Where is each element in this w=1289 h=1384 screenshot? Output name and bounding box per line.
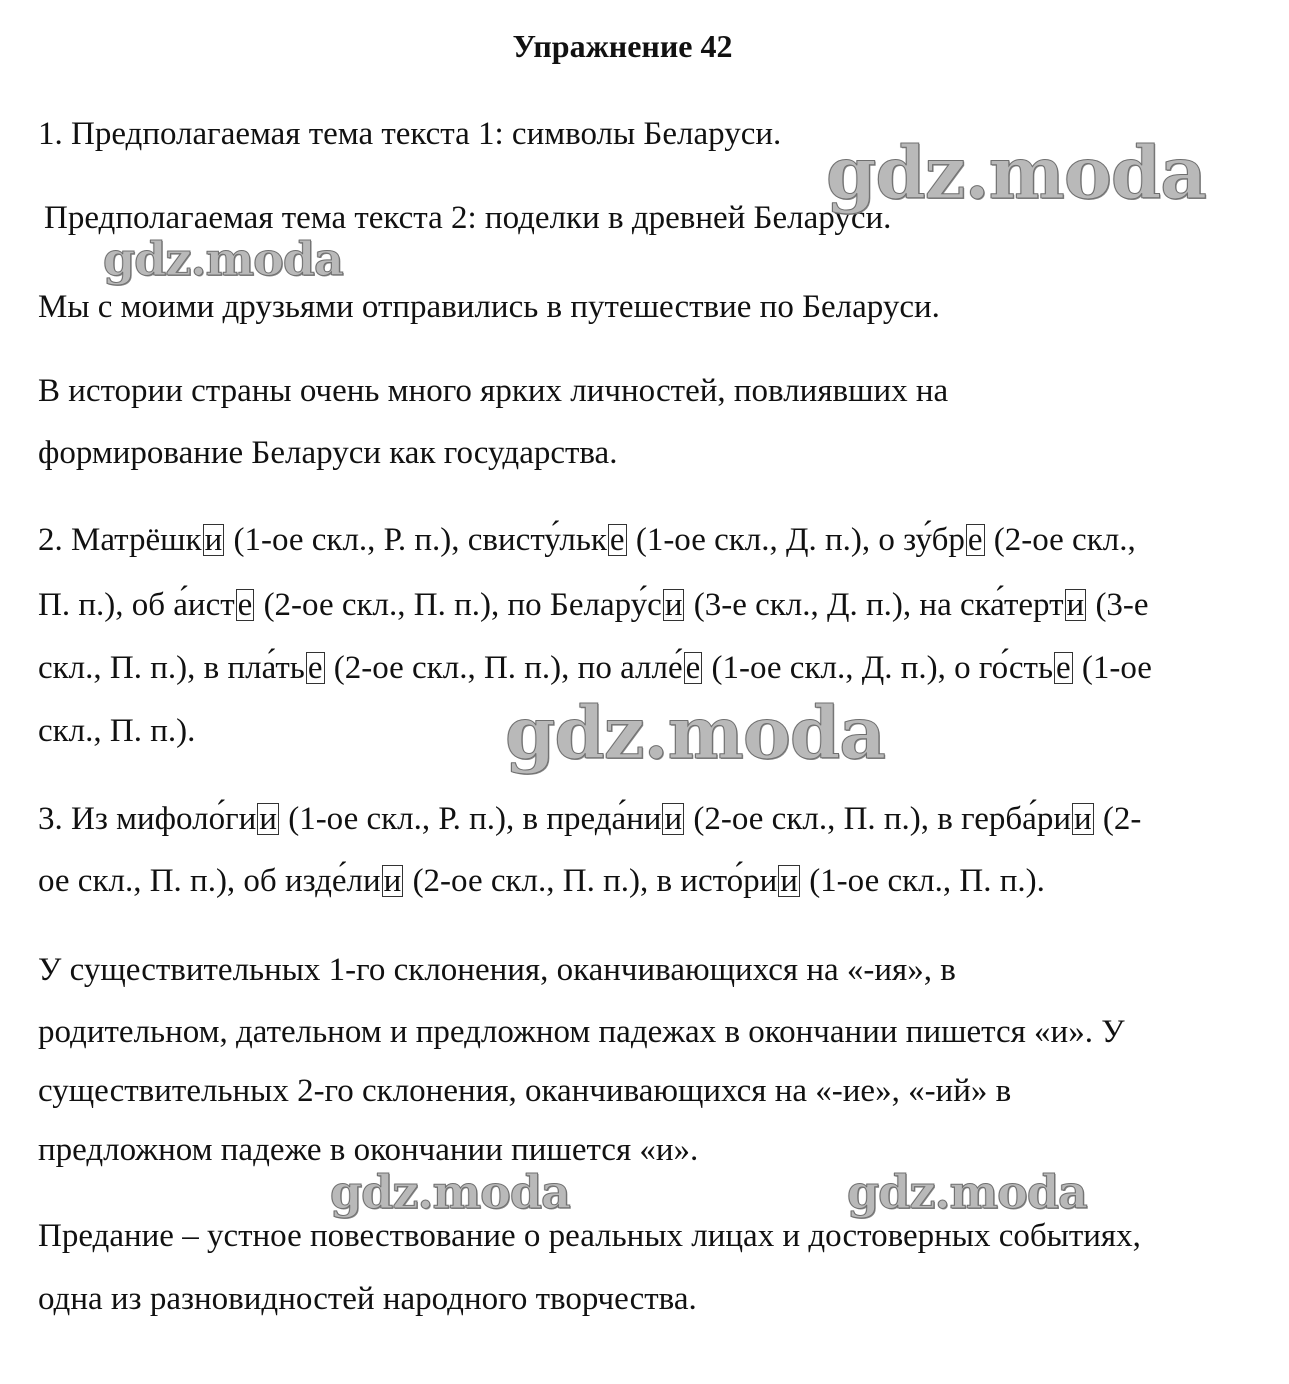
ending-box: и xyxy=(1073,801,1092,837)
ending-box: е xyxy=(307,650,323,686)
paragraph-line: предложном падеже в окончании пишется «и». xyxy=(38,1132,699,1168)
watermark-logo: gdz.moda xyxy=(330,1165,570,1219)
paragraph-line: существительных 2-го склонения, оканчивающихся на «-ие», «-ий» в xyxy=(38,1073,1012,1109)
ending-box: и xyxy=(204,522,223,558)
ending-box: е xyxy=(609,522,625,558)
paragraph-line: В истории страны очень много ярких личностей, повлиявших на xyxy=(38,373,949,409)
ending-box: и xyxy=(664,801,683,837)
watermark-logo: gdz.moda xyxy=(847,1165,1087,1219)
ending-box: и xyxy=(780,863,798,899)
task3-line-2: ое скл., П. п.), об изде́лии (2-ое скл., П. п.), в исто́рии (1-ое скл., П. п.). xyxy=(38,863,1045,899)
task2-line-2: П. п.), об а́исте (2-ое скл., П. п.), по Белару́си (3-е скл., Д. п.), на ска́терти (3-е xyxy=(38,587,1149,623)
watermark-logo: gdz.moda xyxy=(505,690,885,775)
ending-box: е xyxy=(967,522,983,558)
ending-box: е xyxy=(1056,650,1071,686)
paragraph-line: У существительных 1-го склонения, оканчивающихся на «-ия», в xyxy=(38,952,956,988)
paragraph-line: родительном, дательном и предложном падежах в окончании пишется «и». У xyxy=(38,1014,1125,1050)
paragraph-line: 1. Предполагаемая тема текста 1: символы Беларуси. xyxy=(38,116,782,152)
ending-box: и xyxy=(1066,587,1085,623)
ending-box: и xyxy=(259,801,277,837)
task2-line-4: скл., П. п.). xyxy=(38,713,196,749)
paragraph-line: Предание – устное повествование о реальных лицах и достоверных событиях, xyxy=(38,1218,1141,1254)
paragraph-line: Предполагаемая тема текста 2: поделки в древней Беларуси. xyxy=(44,200,892,236)
ending-box: е xyxy=(685,650,701,686)
task2-line-3: скл., П. п.), в пла́тье (2-ое скл., П. п.), по алле́е (1-ое скл., Д. п.), о го́стье (1-ое xyxy=(38,650,1152,686)
paragraph-line: Мы с моими друзьями отправились в путешествие по Беларуси. xyxy=(38,289,940,325)
watermark-logo: gdz.moda xyxy=(826,130,1206,215)
page-title: Упражнение 42 xyxy=(512,28,733,64)
ending-box: е xyxy=(237,587,253,623)
task3-line-1: 3. Из мифоло́гии (1-ое скл., Р. п.), в преда́нии (2-ое скл., П. п.), в герба́рии (2- xyxy=(38,801,1142,837)
task2-line-1: 2. Матрёшки (1-ое скл., Р. п.), свисту́льке (1-ое скл., Д. п.), о зу́бре (2-ое скл., xyxy=(38,522,1136,558)
watermark-logo: gdz.moda xyxy=(103,232,343,286)
ending-box: и xyxy=(383,863,402,899)
ending-box: и xyxy=(664,587,683,623)
paragraph-line: формирование Беларуси как государства. xyxy=(38,435,618,471)
paragraph-line: одна из разновидностей народного творчества. xyxy=(38,1281,697,1317)
